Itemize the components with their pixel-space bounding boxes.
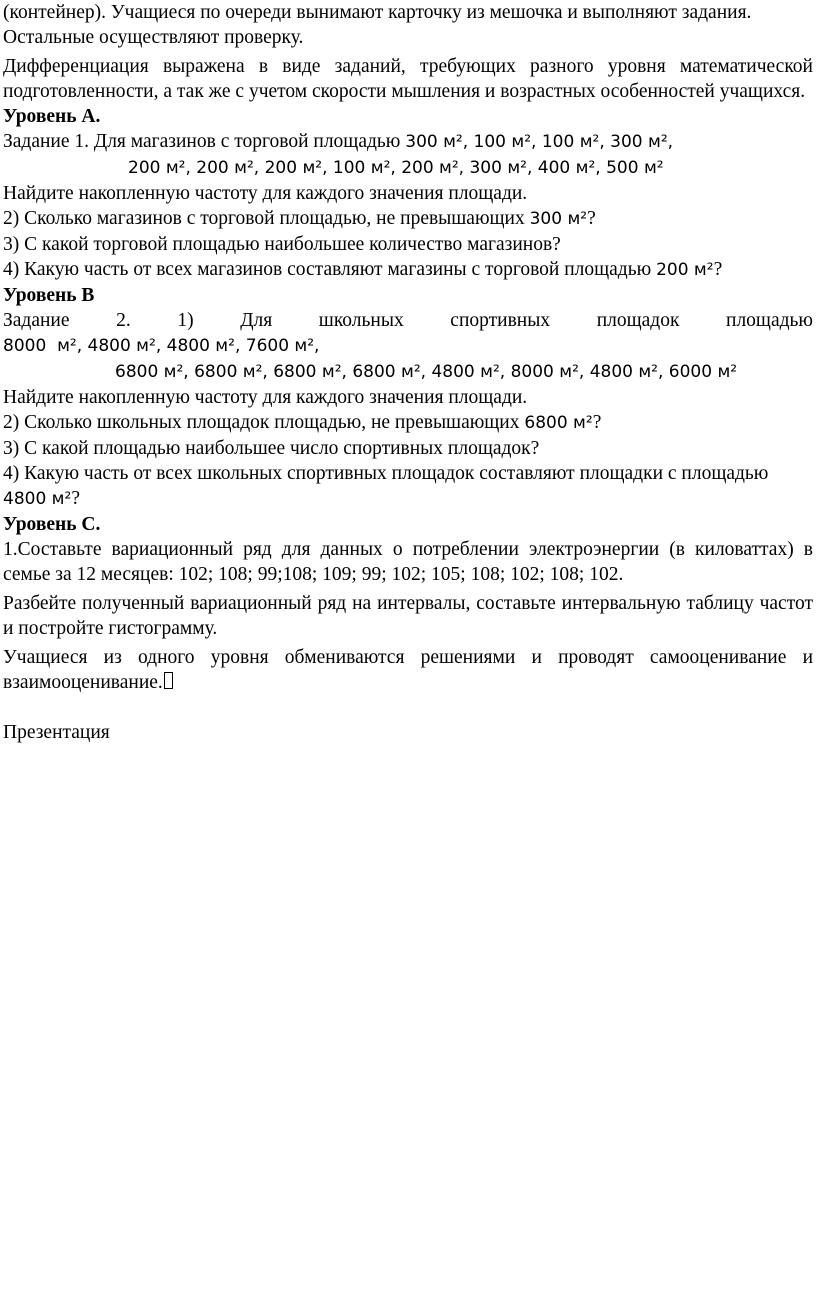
level-b-q2-value: 6800 м² (524, 413, 593, 433)
level-a-q4-end: ? (713, 259, 723, 280)
level-a-task-prefix: Задание 1. Для магазинов с торговой площадью (3, 131, 406, 152)
intro-line-1: (контейнер). Учащиеся по очереди вынимают карточку из мешочка и выполняют задания. (3, 2, 752, 23)
level-a-q2-value: 300 м² (529, 209, 588, 229)
level-b-values-line1: 8000 м², 4800 м², 4800 м², 7600 м², (3, 336, 320, 356)
level-b-q4 (3, 461, 813, 512)
level-a-q4-text: 4) Какую часть от всех магазинов составляют магазины с торговой площадью (3, 259, 657, 280)
level-b-q2 (3, 410, 813, 436)
level-b-values-first (3, 333, 813, 359)
level-c-heading: Уровень С. (3, 514, 101, 535)
level-b-q2-text: 2) Сколько школьных площадок площадью, не превышающих (3, 412, 525, 433)
level-b-task-prefix: Задание 2. 1) Для школьных спортивных площадок площадью (3, 310, 813, 331)
intro-line-2: Остальные осуществляют проверку. (3, 27, 304, 48)
level-a-q2-end: ? (587, 208, 596, 229)
level-b-values (3, 359, 813, 385)
level-a-values-line1: 300 м², 100 м², 100 м², 300 м², (405, 132, 674, 152)
level-a-q2-text: 2) Сколько магазинов с торговой площадью, не превышающих (3, 208, 530, 229)
presentation-label: Презентация (3, 722, 110, 743)
exchange-text: Учащиеся из одного уровня обмениваются решениями и проводят самооценивание и взаимооценивание. (3, 647, 813, 693)
placeholder-box-icon (164, 672, 173, 689)
level-a-q3: 3) С какой торговой площадью наибольшее количество магазинов? (3, 234, 561, 255)
level-c-task-2: Разбейте полученный вариационный ряд на интервалы, составьте интервальную таблицу частот и постройте гистограмму. (3, 593, 813, 639)
level-b-q4-end: ? (71, 488, 80, 509)
level-a-q2 (3, 206, 813, 232)
level-b-values-line2: 6800 м², 6800 м², 6800 м², 6800 м², 4800 м², 8000 м², 4800 м², 6000 м² (115, 362, 738, 382)
level-a-q4-value: 200 м² (656, 260, 714, 280)
exchange-paragraph (3, 645, 813, 695)
level-a-values (3, 155, 813, 181)
level-b-q4-text: 4) Какую часть от всех школьных спортивных площадок составляют площадки с площадью (3, 463, 769, 484)
level-a-q1: Найдите накопленную частоту для каждого значения площади. (3, 183, 528, 204)
level-a-task (3, 129, 813, 155)
level-b-q1: Найдите накопленную частоту для каждого значения площади. (3, 387, 528, 408)
level-a-q4 (3, 257, 813, 283)
level-b-q3: 3) С какой площадью наибольшее число спортивных площадок? (3, 438, 540, 459)
level-a-values-line2: 200 м², 200 м², 200 м², 100 м², 200 м², 300 м², 400 м², 500 м² (128, 158, 664, 178)
document-page (3, 0, 813, 745)
differentiation-paragraph: Дифференциация выражена в виде заданий, требующих разного уровня математической подготовленности, а так же с учетом скорости мышления и возрастных особенностей учащихся. (3, 56, 813, 102)
level-b-q4-value: 4800 м² (3, 489, 72, 509)
level-b-q2-end: ? (592, 412, 602, 433)
level-b-heading: Уровень В (3, 285, 95, 306)
level-c-task-1: 1.Составьте вариационный ряд для данных о потреблении электроэнергии (в киловаттах) в семье за 12 месяцев: 102; 108; 99;108; 109; 99; 102; 105; 108; 102; 108; 102. (3, 539, 813, 585)
level-a-heading: Уровень А. (3, 106, 101, 127)
